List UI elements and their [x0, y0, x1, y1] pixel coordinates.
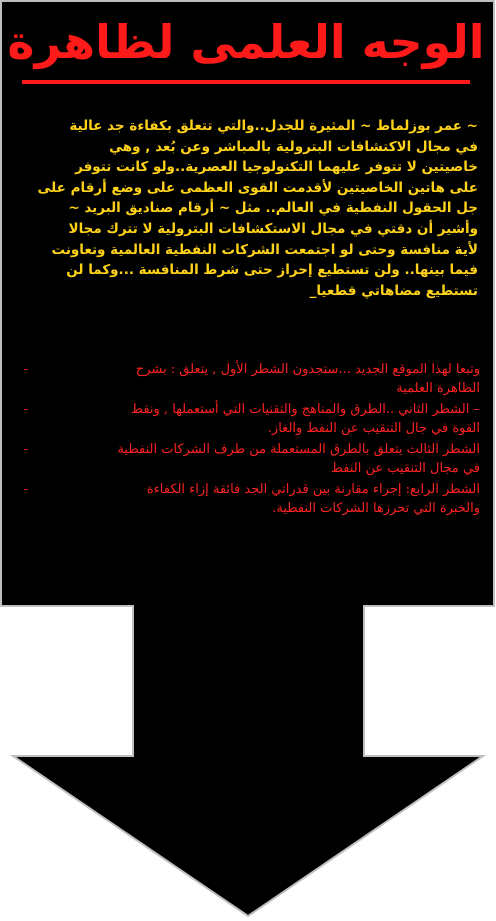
list-item-line: الشطر الرابع: إجراء مقارنة بين قدراتي الجد فائقة إزاء الكفاءة [146, 482, 480, 497]
paragraph-line: في مجال الاكتشافات البترولية بالمباشر وعن بُعد , وهي [109, 138, 478, 155]
list-item-text [38, 360, 480, 398]
list-item-text [38, 400, 480, 438]
list-item-text [38, 480, 480, 518]
paragraph-line: فيما بينها.. ولن تستطيع إحراز حتى شرط المنافسة ...وكما لن [66, 262, 478, 279]
paragraph-line: لأية منافسة وحتى لو اجتمعت الشركات النفطية العالمية وتعاونت [51, 241, 478, 258]
list-item [14, 400, 480, 438]
list-item [14, 440, 480, 478]
list-item-line: في مجال التنقيب عن النفط [330, 461, 480, 476]
list-bullet: - [23, 402, 29, 417]
paragraph-line: جل الحقول النفطية في العالم.. مثل ~ أرقام صناديق البريد ~ [68, 200, 478, 217]
list-bullet: - [23, 362, 29, 377]
paragraph-line: ~ عمر بوزلماط ~ المثيرة للجدل..والتي تتعلق بكفاءة جد عالية [69, 118, 478, 134]
paragraph-line: تستطيع مضاهاتي قطعيا_ [309, 282, 478, 299]
list-item-line: الظاهرة العلمية [396, 381, 480, 396]
list-item-line: والخبرة التي تحرزها الشركات النفطية. [272, 501, 480, 516]
intro-paragraph [16, 116, 478, 301]
paragraph-line: على هاتين الخاصيتين لأقدمت القوى العظمى على وضع أرقام على [37, 179, 478, 196]
paragraph-line: وأشير أن دقتي في مجال الاستكشافات البترولية لا تترك مجالا [68, 220, 478, 237]
list-item-text [38, 440, 480, 478]
list-item-line: – الشطر الثاني ..الطرق والمناهج والتقنيات التي أستعملها , ونقط [130, 402, 480, 417]
sections-list [14, 360, 480, 520]
list-bullet: - [23, 482, 29, 497]
title-underline [22, 80, 470, 84]
page-title: الوجه العلمى لظاهرة [7, 15, 485, 69]
list-item-line: القوة في جال التنقيب عن النفط والغاز. [267, 421, 480, 436]
list-item [14, 360, 480, 398]
list-item-line: الشطر الثالث يتعلق بالطرق المستعملة من طرف الشركات النفطية [117, 442, 480, 457]
list-item-line: وتبعا لهذا الموقع الجديد ...ستجدون الشطر الأول , يتعلق : بشرح [135, 362, 480, 377]
list-item [14, 480, 480, 518]
paragraph-line: خاصيتين لا تتوفر عليهما التكنولوجيا العصرية..ولو كانت تتوفر [75, 159, 478, 176]
list-bullet: - [23, 442, 29, 457]
